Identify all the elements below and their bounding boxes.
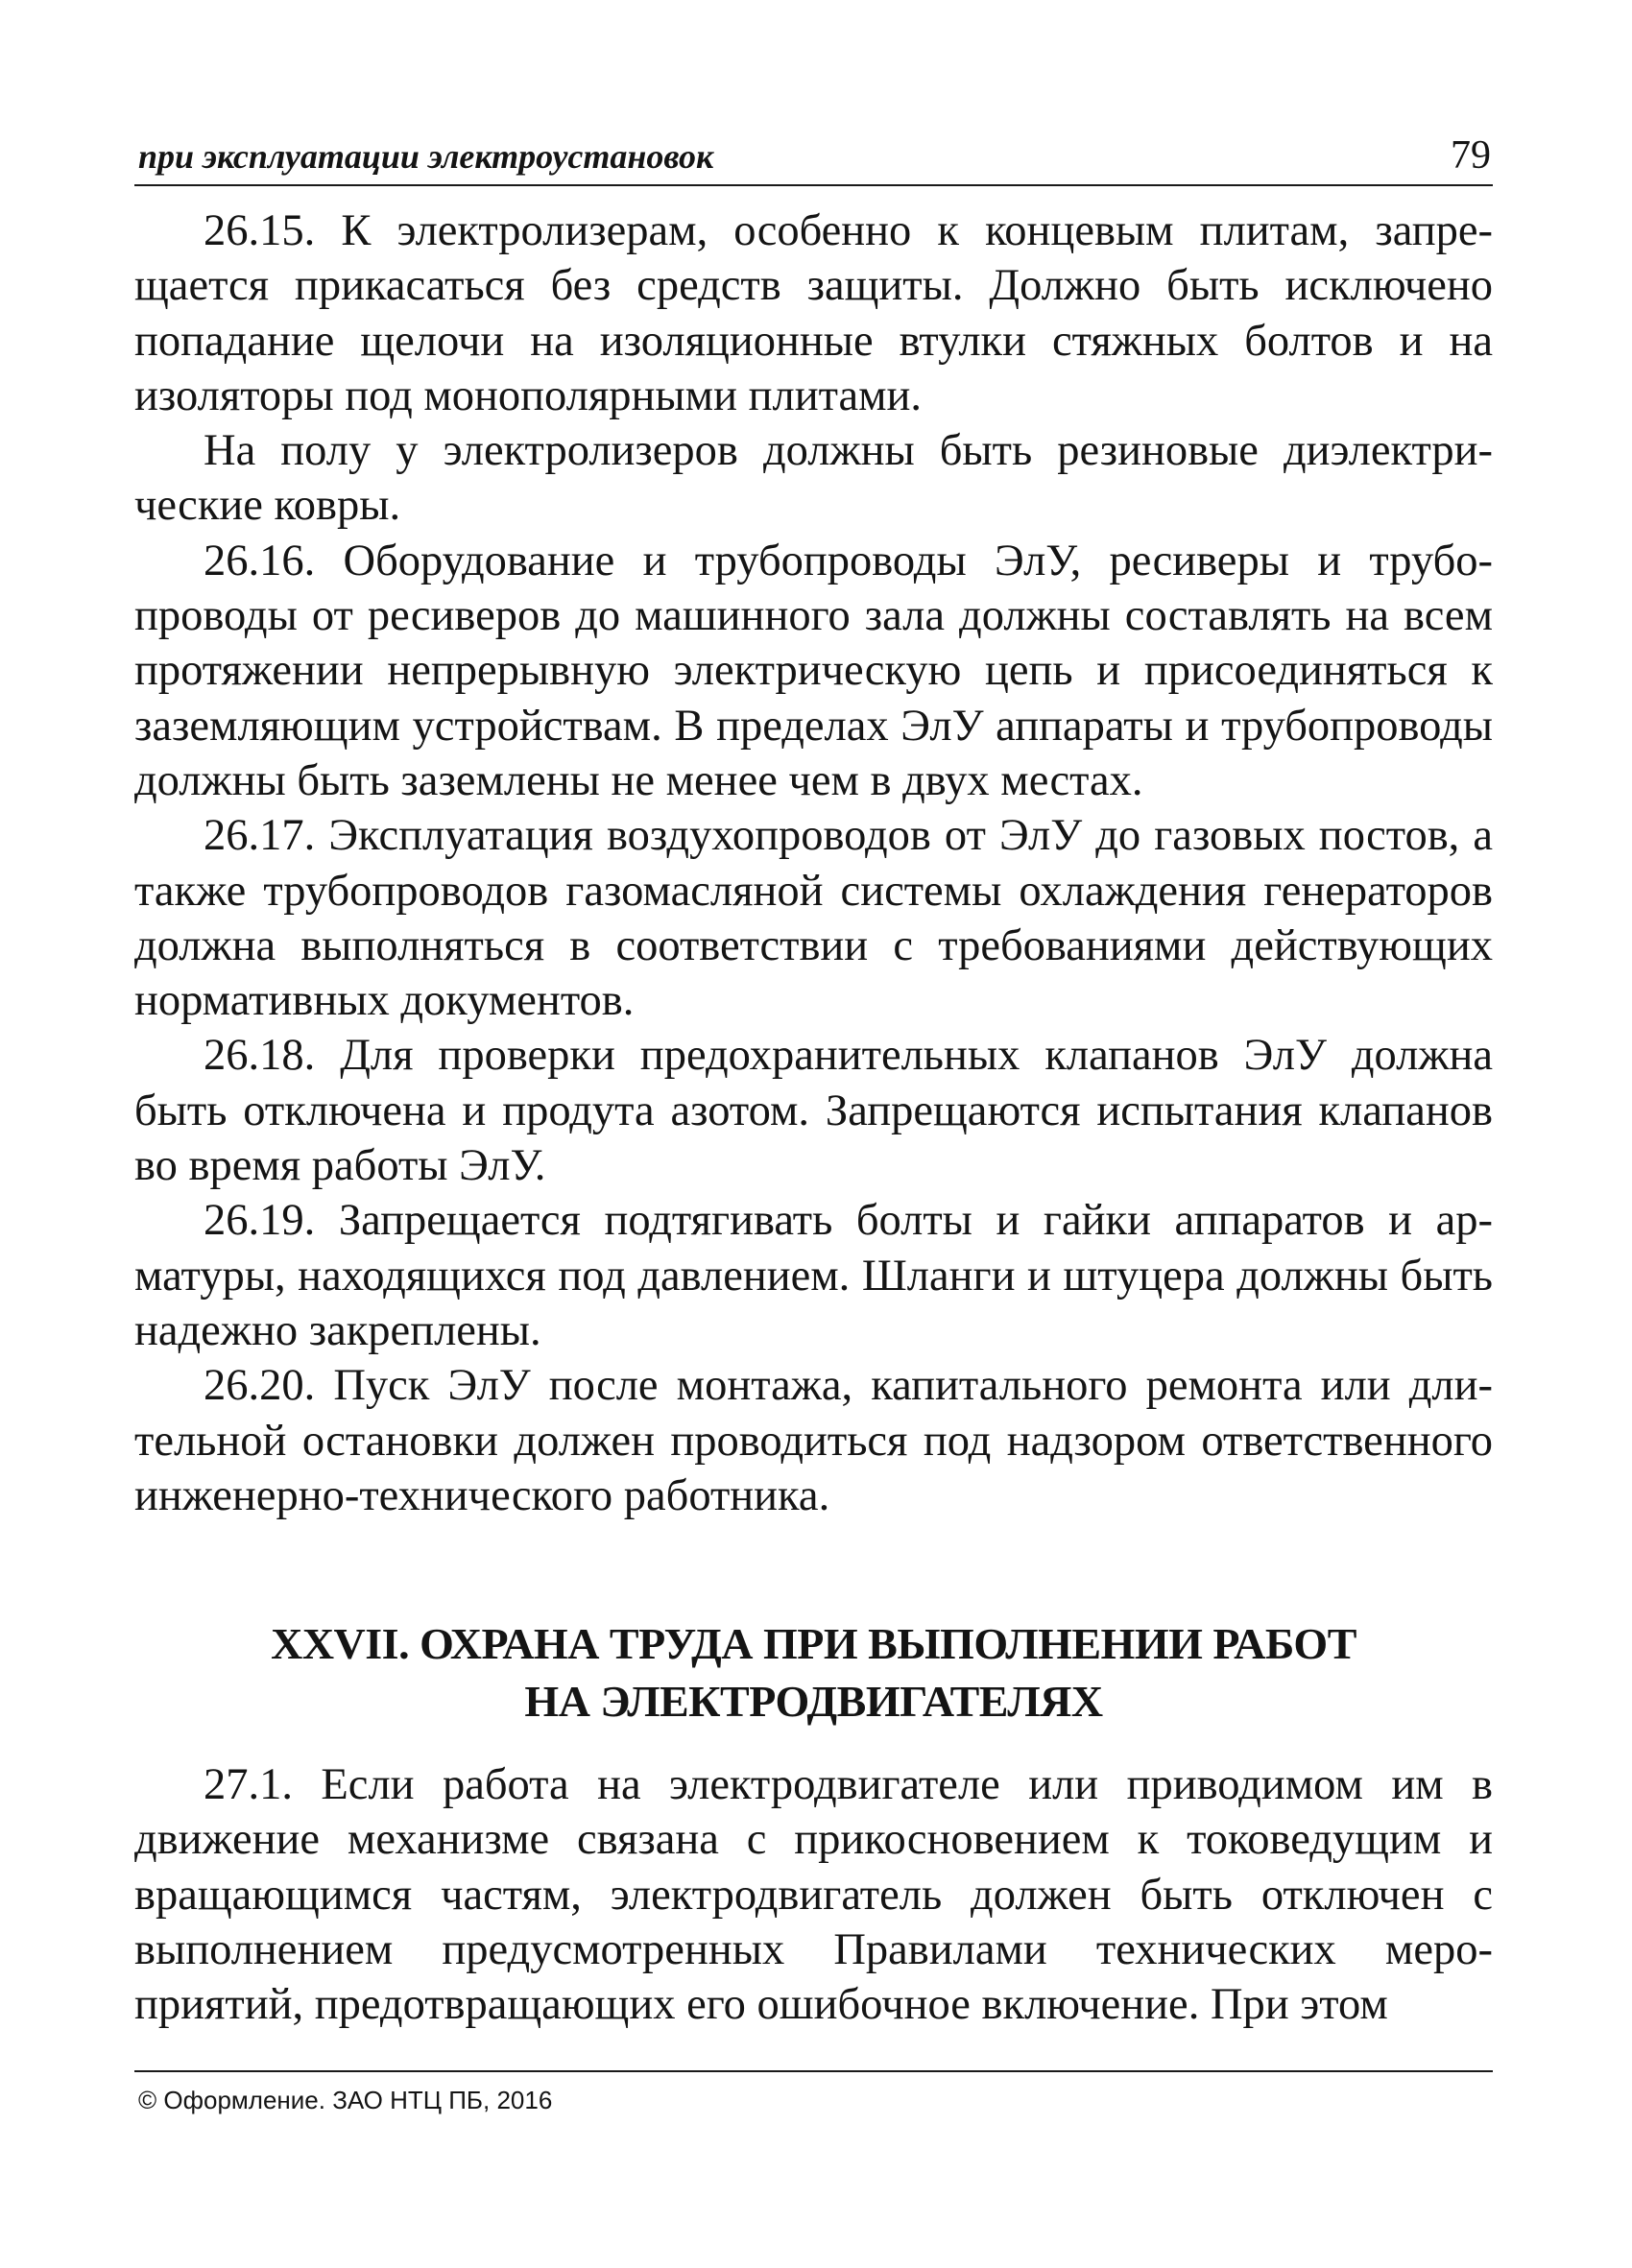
running-header	[134, 115, 1493, 186]
page-number: 79	[1451, 133, 1491, 178]
paragraph-26-17: 26.17. Эксплуатация воздухопроводов от ЭлУ до газовых постов, а также трубопроводов газомасляной системы охлаждения генераторов должна выполняться в соответствии с требованиями действующих нормативных документов.	[134, 811, 1493, 1026]
section-heading	[134, 1615, 1493, 1731]
paragraph-26-15-continued: На полу у электролизеров должны быть резиновые диэлектрические ковры.	[134, 426, 1493, 531]
section-heading-line-2: НА ЭЛЕКТРОДВИГАТЕЛЯХ	[524, 1677, 1103, 1727]
section-heading-line-1: XXVII. ОХРАНА ТРУДА ПРИ ВЫПОЛНЕНИИ РАБОТ	[271, 1619, 1356, 1669]
paragraph-26-18: 26.18. Для проверки предохранительных клапанов ЭлУ должна быть отключена и продута азотом. Запрещаются испытания клапанов во время работы ЭлУ.	[134, 1031, 1493, 1191]
body-text	[134, 203, 1493, 2033]
paragraph-26-19: 26.19. Запрещается подтягивать болты и гайки аппаратов и арматуры, находящихся под давлением. Шланги и штуцера должны быть надежно закреплены.	[134, 1196, 1493, 1355]
paragraph-26-16: 26.16. Оборудование и трубопроводы ЭлУ, ресиверы и трубопроводы от ресиверов до машинного зала должны составлять на всем протяжении непрерывную электрическую цепь и присоединяться к заземляющим устройствам. В пределах ЭлУ аппараты и трубопроводы должны быть заземлены не менее чем в двух местах.	[134, 536, 1493, 805]
copyright-notice: © Оформление. ЗАО НТЦ ПБ, 2016	[138, 2086, 553, 2114]
paragraph-26-15: 26.15. К электролизерам, особенно к концевым плитам, запрещается прикасаться без средств защиты. Должно быть исключено попадание щелочи на изоляционные втулки стяжных болтов и на изоляторы под монополярными плитами.	[134, 206, 1493, 420]
document-page	[134, 115, 1493, 2033]
paragraph-26-20: 26.20. Пуск ЭлУ после монтажа, капитального ремонта или длительной остановки должен проводиться под надзором ответственного инженерно-технического работника.	[134, 1361, 1493, 1520]
running-title: при эксплуатации электроустановок	[138, 137, 714, 176]
paragraph-27-1: 27.1. Если работа на электродвигателе или приводимом им в движение механизме связана с прикосновением к токоведущим и вращающимся частям, электродвигатель должен быть отключен с выполнением предусмотренных Правилами технических мероприятий, предотвращающих его ошибочное включение. При этом	[134, 1760, 1493, 2030]
page-footer	[134, 2070, 1493, 2115]
